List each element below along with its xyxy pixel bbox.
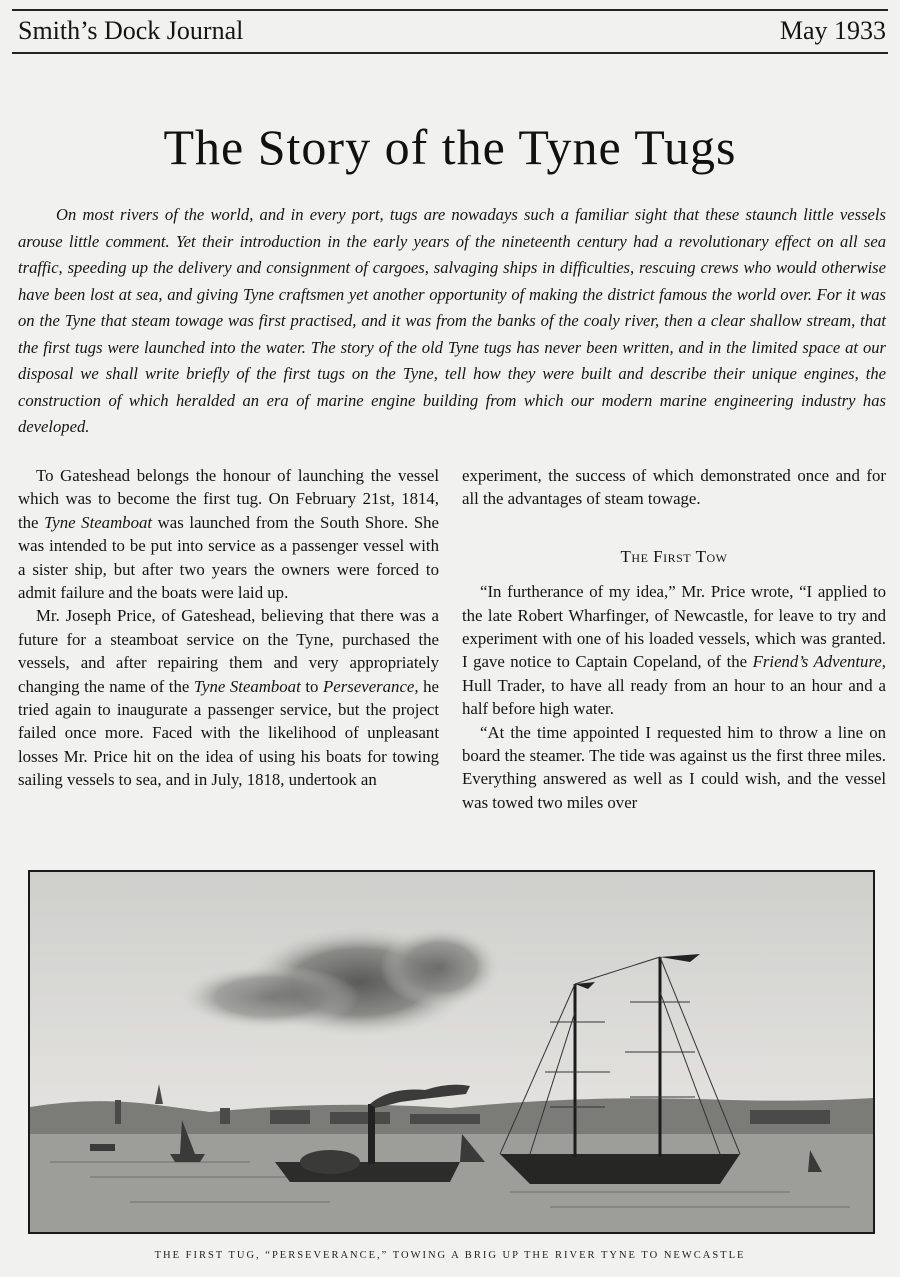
paragraph-3: experiment, the success of which demonstrated once and for all the advantages of steam towage. (462, 466, 886, 509)
text-run: was launched from the South Shore. She was intended to be put into service as a passenger vessel with a sister ship, but after two years the owners were forced to admit failure and the boats were laid up. (18, 512, 440, 603)
section-heading: The First Tow (620, 546, 728, 566)
paragraph-1 (18, 464, 439, 604)
journal-name: Smith’s Dock Journal (18, 16, 244, 45)
ship-name: Perseverance, (323, 676, 419, 696)
paragraph-2 (18, 604, 439, 791)
tug-towing-brig-engraving (30, 872, 873, 1232)
paragraph-4 (462, 580, 886, 720)
figure-caption: THE FIRST TUG, “PERSEVERANCE,” TOWING A BRIG UP THE RIVER TYNE TO NEWCASTLE (154, 1250, 746, 1261)
right-column (462, 464, 886, 814)
intro-paragraph: On most rivers of the world, and in every port, tugs are nowadays such a familiar sight that these staunch little vessels arouse little comment. Yet their introduction in the early years of the nineteenth century had a revolutionary effect on all sea traffic, speeding up the delivery and consignment of cargoes, salvaging ships in difficulties, rescuing crews who would otherwise have been lost at sea, and giving Tyne craftsmen yet another opportunity of making the district famous the world over. For it was on the Tyne that steam towage was first practised, and it was from the banks of the coaly river, then a clear shallow stream, that the first tugs were launched into the water. The story of the old Tyne tugs has never been written, and in the limited space at our disposal we shall write briefly of the first tugs on the Tyne, tell how they were built and describe their unique engines, the construction of which heralded an era of marine engine building from which our modern marine engineering industry has developed. (18, 205, 886, 436)
text-run: he tried again to inaugurate a passenger service, but the project failed once more. Faced with the likelihood of unpleasant losses Mr. Price hit on the idea of using his boats for towing sailing vessels to sea, and in July, 1818, undertook an (18, 676, 439, 790)
header-rule (12, 52, 888, 54)
river-water (30, 1134, 873, 1232)
ship-name: Tyne Steamboat (193, 676, 301, 696)
left-column (18, 464, 439, 792)
text-run: Hull Trader, to have all ready from an hour to an hour and a half before high water. (462, 675, 886, 719)
text-run: “In furtherance of my idea,” Mr. Price wrote, “I applied to the late Robert Wharfinger, of Newcastle, for leave to try and experiment with one of his loaded vessels, which was granted. I gave notice to Captain Copeland, of the (462, 582, 886, 672)
ship-name: Friend’s Adventure, (752, 652, 886, 672)
text-run: To Gateshead belongs the honour of launching the vessel which was to become the first tug. On February 21st, 1814, the (18, 466, 439, 532)
issue-date: May 1933 (779, 16, 886, 45)
paragraph-5: “At the time appointed I requested him to throw a line on board the steamer. The tide was against us the first three miles. Everything answered as well as I could wish, and the vessel was towed two miles over (462, 722, 886, 812)
top-rule (12, 9, 888, 11)
text-run: Mr. Joseph Price, of Gateshead, believing that there was a future for a steamboat service on the Tyne, purchased the vessels, and after repairing them and very appropriately changing the name of the (18, 606, 439, 696)
article-title: The Story of the Tyne Tugs (163, 119, 737, 175)
running-header (18, 14, 886, 48)
text-run: to (300, 676, 324, 696)
ship-name: Tyne Steamboat (44, 512, 153, 532)
engraving-illustration (28, 870, 875, 1234)
